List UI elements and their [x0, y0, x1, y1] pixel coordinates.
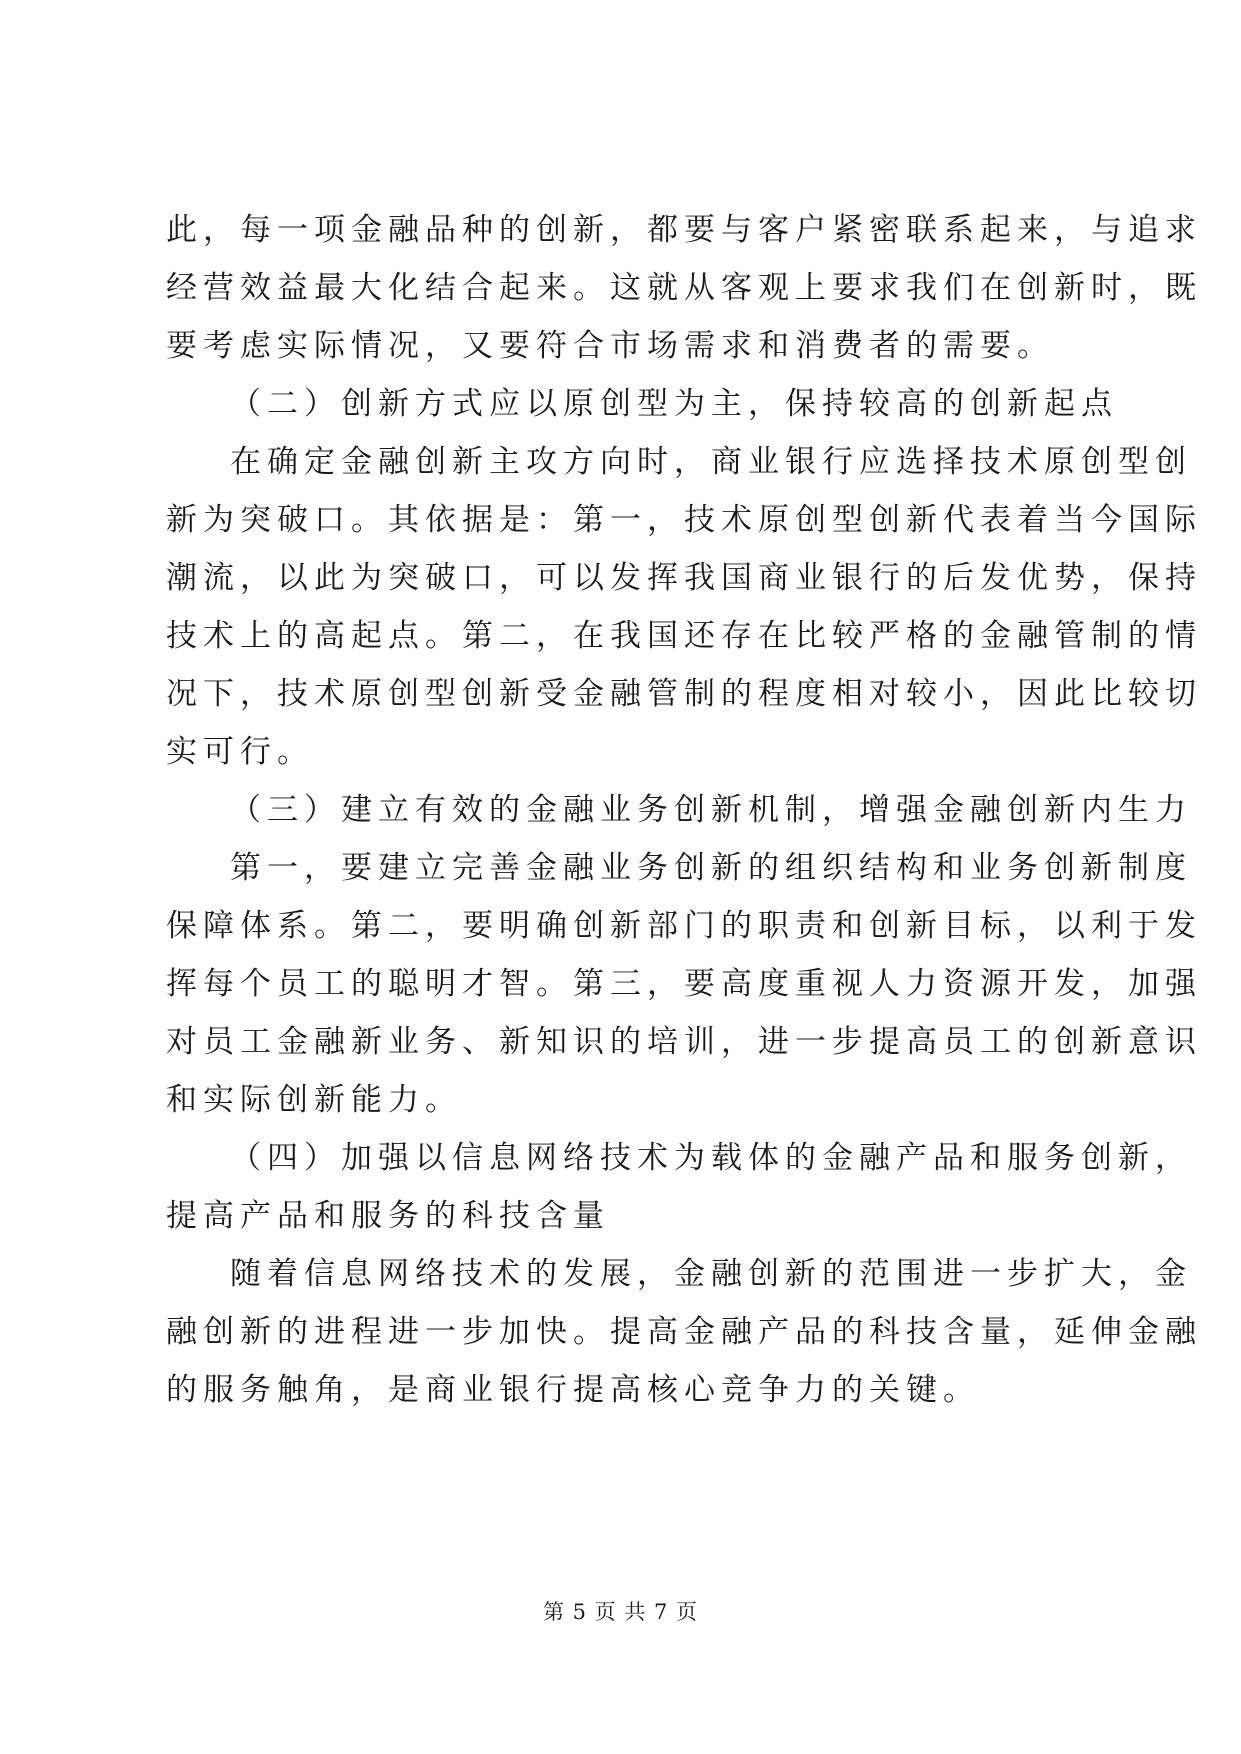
body-text-line: 况下，技术原创型创新受金融管制的程度相对较小，因此比较切 — [166, 676, 1202, 712]
body-text-line: 此，每一项金融品种的创新，都要与客户紧密联系起来，与追求 — [166, 212, 1202, 248]
section-heading-continuation: 提高产品和服务的科技含量 — [166, 1198, 610, 1234]
body-text-line: 挥每个员工的聪明才智。第三，要高度重视人力资源开发，加强 — [166, 966, 1202, 1002]
body-text-line: 对员工金融新业务、新知识的培训，进一步提高员工的创新意识 — [166, 1024, 1202, 1060]
body-text-line: 经营效益最大化结合起来。这就从客观上要求我们在创新时，既 — [166, 270, 1202, 306]
body-text-line: 新为突破口。其依据是：第一，技术原创型创新代表着当今国际 — [166, 502, 1202, 538]
section-heading: （三）建立有效的金融业务创新机制，增强金融创新内生力 — [230, 792, 1192, 828]
body-text-line: 和实际创新能力。 — [166, 1082, 462, 1118]
body-text-line: 潮流，以此为突破口，可以发挥我国商业银行的后发优势，保持 — [166, 560, 1202, 596]
body-text-line: 技术上的高起点。第二，在我国还存在比较严格的金融管制的情 — [166, 618, 1202, 654]
body-text-line: 融创新的进程进一步加快。提高金融产品的科技含量，延伸金融 — [166, 1314, 1202, 1350]
body-text-line: 随着信息网络技术的发展，金融创新的范围进一步扩大，金 — [230, 1256, 1192, 1292]
page-number-footer: 第 5 页 共 7 页 — [542, 1600, 699, 1624]
section-heading: （二）创新方式应以原创型为主，保持较高的创新起点 — [230, 386, 1118, 422]
body-text-line: 要考虑实际情况，又要符合市场需求和消费者的需要。 — [166, 328, 1054, 364]
body-text-line: 保障体系。第二，要明确创新部门的职责和创新目标，以利于发 — [166, 908, 1202, 944]
body-text-line: 在确定金融创新主攻方向时，商业银行应选择技术原创型创 — [230, 444, 1192, 480]
body-text-line: 第一，要建立完善金融业务创新的组织结构和业务创新制度 — [230, 850, 1192, 886]
body-text-line: 实可行。 — [166, 734, 314, 770]
section-heading: （四）加强以信息网络技术为载体的金融产品和服务创新， — [230, 1140, 1192, 1176]
body-text-line: 的服务触角，是商业银行提高核心竞争力的关键。 — [166, 1372, 980, 1408]
